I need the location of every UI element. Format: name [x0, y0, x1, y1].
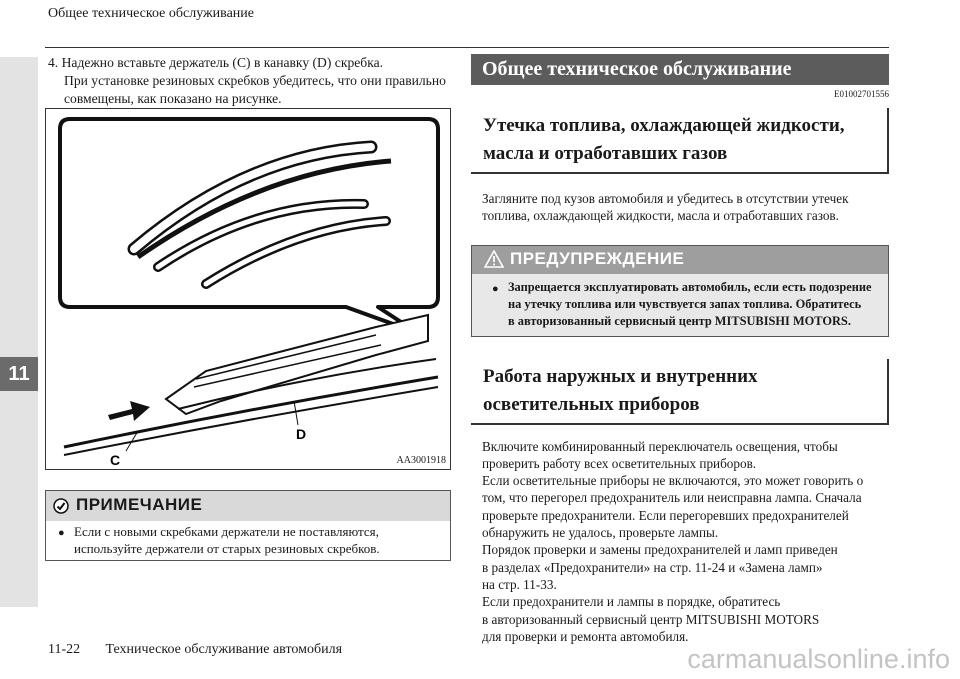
step-text: Надежно вставьте держатель (C) в канавку (D) скребка.: [61, 55, 384, 70]
step-detail: При установке резиновых скребков убедитесь, что они правильно совмещены, как показано на рисунке.: [64, 73, 446, 106]
warning-line: Запрещается эксплуатировать автомобиль, если есть подозрение: [508, 279, 872, 294]
leader-d: [294, 401, 298, 425]
text-line: в авторизованный сервисный центр MITSUBISHI MOTORS: [482, 611, 820, 627]
page-number: 11-22: [48, 642, 81, 657]
note-header: [46, 491, 450, 521]
label-c: C: [110, 452, 121, 468]
leaks-paragraph: Загляните под кузов автомобиля и убедитесь в отсутствии утечек топлива, охлаждающей жидкости, масла и отработавших газов.: [482, 191, 849, 224]
insert-arrow-icon: [108, 401, 150, 421]
wiper-blade-drawing: [46, 109, 450, 469]
blade-rubber-c: [64, 387, 438, 455]
text-line: в разделах «Предохранители» на стр. 11-24 и «Замена ламп»: [482, 559, 823, 575]
note-title: ПРИМЕЧАНИЕ: [76, 495, 203, 514]
text-line: проверить работу всех осветительных приборов.: [482, 455, 757, 471]
warning-line: на утечку топлива или чувствуется запах топлива. Обратитесь: [508, 296, 862, 311]
warning-triangle-icon: [484, 250, 504, 268]
warning-line: в авторизованный сервисный центр MITSUBISHI MOTORS.: [508, 313, 851, 328]
label-d: D: [296, 426, 307, 442]
running-head: Общее техническое обслуживание: [48, 6, 255, 21]
side-strip: [0, 57, 38, 607]
reference-code: E01002701556: [834, 89, 889, 99]
left-column: [48, 54, 448, 108]
note-box: [45, 490, 451, 561]
text-line: на стр. 11-33.: [482, 576, 557, 592]
right-column: [471, 54, 889, 645]
section-title: Общее техническое обслуживание: [471, 54, 889, 85]
step-number: 4.: [48, 55, 59, 70]
warning-header: [472, 246, 888, 274]
note-text: Если с новыми скребками держатели не поставляются, используйте держатели от старых резиновых скребков.: [74, 524, 380, 556]
warning-box: [471, 245, 889, 337]
watermark: carmanualsonline.info: [687, 644, 950, 674]
footer-title: Техническое обслуживание автомобиля: [105, 642, 343, 657]
wiper-illustration: [45, 108, 451, 470]
note-check-icon: [53, 498, 69, 514]
note-text-block: [46, 521, 450, 557]
step-4: [48, 54, 448, 72]
bullet-icon: ●: [58, 527, 65, 539]
lights-paragraph: [471, 438, 889, 646]
text-line: Если осветительные приборы не включаются, это может говорить о: [482, 473, 864, 489]
page-footer: [48, 642, 342, 658]
text-line: Включите комбинированный переключатель освещения, чтобы: [482, 438, 838, 454]
subsection-title-lights: Работа наружных и внутренних осветительных приборов: [471, 359, 889, 425]
text-line: Порядок проверки и замены предохранителей и ламп приведен: [482, 542, 838, 558]
figure-code: AA3001918: [396, 455, 446, 466]
header-rule: [45, 47, 889, 48]
text-line: обнаружить не удалось, проверьте лампы.: [482, 525, 719, 541]
bullet-icon: ●: [492, 282, 499, 295]
text-line: Если предохранители и лампы в порядке, обратитесь: [482, 594, 781, 610]
warning-title: ПРЕДУПРЕЖДЕНИЕ: [510, 248, 685, 268]
text-line: для проверки и ремонта автомобиля.: [482, 628, 689, 644]
chapter-tab: 11: [0, 357, 38, 391]
text-line: проверьте предохранители. Если перегоревших предохранителей: [482, 507, 849, 523]
subsection-title-leaks: Утечка топлива, охлаждающей жидкости, масла и отработавших газов: [471, 108, 889, 174]
text-line: том, что перегорел предохранитель или неисправна лампа. Сначала: [482, 490, 862, 506]
warning-text-block: [472, 274, 888, 336]
